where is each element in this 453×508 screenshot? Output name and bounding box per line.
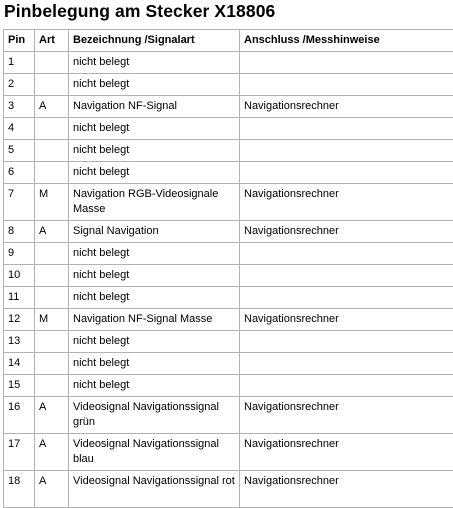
- cell-art: A: [35, 96, 69, 118]
- header-bezeichnung: Bezeichnung /Signalart: [69, 30, 240, 52]
- cell-art: [35, 140, 69, 162]
- cell-pin: 8: [4, 221, 35, 243]
- header-pin: Pin: [4, 30, 35, 52]
- cell-pin: 16: [4, 397, 35, 434]
- table-row: [4, 353, 453, 375]
- pin-assignment-table: [3, 29, 453, 508]
- cell-pin: 12: [4, 309, 35, 331]
- cell-anschluss: [240, 265, 453, 287]
- table-row: [4, 52, 453, 74]
- cell-art: [35, 265, 69, 287]
- cell-pin: 11: [4, 287, 35, 309]
- cell-anschluss: [240, 375, 453, 397]
- table-row: [4, 265, 453, 287]
- header-art: Art: [35, 30, 69, 52]
- cell-anschluss: [240, 74, 453, 96]
- cell-anschluss: [240, 243, 453, 265]
- cell-bezeichnung: nicht belegt: [69, 118, 240, 140]
- cell-anschluss: Navigationsrechner: [240, 309, 453, 331]
- cell-anschluss: Navigationsrechner: [240, 471, 453, 508]
- table-row: [4, 74, 453, 96]
- cell-art: M: [35, 309, 69, 331]
- cell-art: A: [35, 471, 69, 508]
- cell-anschluss: Navigationsrechner: [240, 96, 453, 118]
- cell-bezeichnung: Navigation NF-Signal: [69, 96, 240, 118]
- cell-anschluss: [240, 353, 453, 375]
- cell-anschluss: [240, 52, 453, 74]
- cell-bezeichnung: nicht belegt: [69, 331, 240, 353]
- table-row: [4, 471, 453, 508]
- cell-anschluss: Navigationsrechner: [240, 434, 453, 471]
- table-row: [4, 309, 453, 331]
- cell-pin: 5: [4, 140, 35, 162]
- cell-art: [35, 353, 69, 375]
- cell-pin: 13: [4, 331, 35, 353]
- cell-art: [35, 52, 69, 74]
- table-row: [4, 434, 453, 471]
- table-header-row: [4, 30, 453, 52]
- table-row: [4, 375, 453, 397]
- cell-art: M: [35, 184, 69, 221]
- table-row: [4, 331, 453, 353]
- cell-pin: 1: [4, 52, 35, 74]
- table-row: [4, 184, 453, 221]
- cell-pin: 7: [4, 184, 35, 221]
- cell-art: A: [35, 434, 69, 471]
- cell-anschluss: [240, 331, 453, 353]
- cell-bezeichnung: nicht belegt: [69, 52, 240, 74]
- cell-pin: 6: [4, 162, 35, 184]
- table-row: [4, 162, 453, 184]
- cell-bezeichnung: Navigation RGB-Videosignale Masse: [69, 184, 240, 221]
- cell-anschluss: [240, 162, 453, 184]
- cell-bezeichnung: nicht belegt: [69, 353, 240, 375]
- cell-bezeichnung: Videosignal Navigationssignal rot: [69, 471, 240, 508]
- cell-art: [35, 162, 69, 184]
- cell-bezeichnung: nicht belegt: [69, 243, 240, 265]
- cell-anschluss: [240, 118, 453, 140]
- cell-art: [35, 375, 69, 397]
- cell-bezeichnung: nicht belegt: [69, 287, 240, 309]
- table-row: [4, 287, 453, 309]
- cell-bezeichnung: Videosignal Navigationssignal grün: [69, 397, 240, 434]
- table-row: [4, 243, 453, 265]
- header-anschluss: Anschluss /Messhinweise: [240, 30, 453, 52]
- cell-pin: 3: [4, 96, 35, 118]
- cell-art: [35, 74, 69, 96]
- cell-bezeichnung: nicht belegt: [69, 162, 240, 184]
- cell-bezeichnung: nicht belegt: [69, 140, 240, 162]
- page-title: Pinbelegung am Stecker X18806: [4, 1, 275, 22]
- cell-bezeichnung: Navigation NF-Signal Masse: [69, 309, 240, 331]
- cell-art: A: [35, 397, 69, 434]
- cell-bezeichnung: nicht belegt: [69, 265, 240, 287]
- table-row: [4, 397, 453, 434]
- cell-pin: 18: [4, 471, 35, 508]
- cell-pin: 10: [4, 265, 35, 287]
- table-row: [4, 96, 453, 118]
- cell-anschluss: Navigationsrechner: [240, 221, 453, 243]
- cell-anschluss: [240, 287, 453, 309]
- table-row: [4, 221, 453, 243]
- cell-art: [35, 243, 69, 265]
- cell-pin: 9: [4, 243, 35, 265]
- cell-art: [35, 331, 69, 353]
- cell-anschluss: Navigationsrechner: [240, 397, 453, 434]
- cell-bezeichnung: nicht belegt: [69, 74, 240, 96]
- cell-pin: 2: [4, 74, 35, 96]
- cell-pin: 4: [4, 118, 35, 140]
- cell-bezeichnung: Videosignal Navigationssignal blau: [69, 434, 240, 471]
- cell-pin: 17: [4, 434, 35, 471]
- cell-anschluss: [240, 140, 453, 162]
- cell-anschluss: Navigationsrechner: [240, 184, 453, 221]
- cell-bezeichnung: Signal Navigation: [69, 221, 240, 243]
- cell-art: A: [35, 221, 69, 243]
- cell-art: [35, 287, 69, 309]
- cell-art: [35, 118, 69, 140]
- table-row: [4, 140, 453, 162]
- table-row: [4, 118, 453, 140]
- cell-pin: 14: [4, 353, 35, 375]
- cell-pin: 15: [4, 375, 35, 397]
- cell-bezeichnung: nicht belegt: [69, 375, 240, 397]
